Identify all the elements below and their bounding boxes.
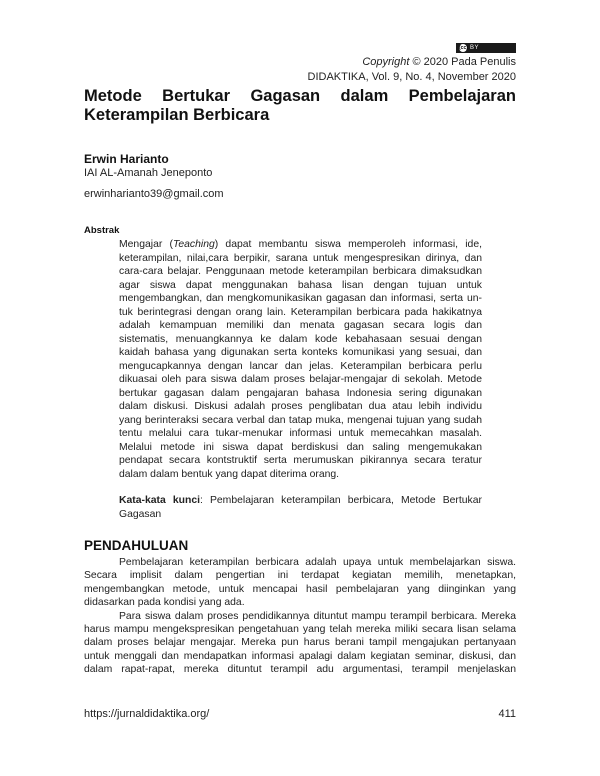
title-word: Pembelajaran bbox=[408, 87, 516, 105]
abstract-line: Melalui metode ini siswa dapat berdiskusi dan saling mengemukakan bbox=[119, 441, 482, 453]
copyright-label: Copyright bbox=[362, 56, 410, 68]
abstract-line: tuk berintegrasi dengan orang lain. Keterampilan berbicara pada hakikatnya bbox=[119, 306, 482, 318]
body-line: Secara implisit dalam pengertian ini terdapat kegiatan memilih, menetapkan, bbox=[84, 570, 516, 582]
title-word: Bertukar bbox=[162, 87, 231, 105]
copyright-line bbox=[362, 56, 516, 68]
body-line: dalam rapat-rapat, mereka dituntut terampil adu argumentasi, terampil menjelaskan bbox=[84, 664, 516, 676]
keywords-text: : Pembelajaran keterampilan berbicara, Metode Bertukar bbox=[200, 495, 482, 506]
paper-title bbox=[84, 87, 516, 125]
section-heading: PENDAHULUAN bbox=[84, 538, 189, 553]
keywords-label: Kata-kata kunci bbox=[119, 495, 200, 506]
abstract-line: agar siswa dapat menggunakan bahasa lisan dengan tujuan untuk bbox=[119, 279, 482, 291]
keywords-line-2: Gagasan bbox=[119, 508, 162, 520]
body-line: Para siswa dalam proses pendidikannya dituntut mampu terampil berbicara. Mereka bbox=[119, 610, 516, 622]
abstract-line: mengembangkan, dan mengkomunikasikan gagasan dan informasi, serta un- bbox=[119, 293, 482, 304]
keywords-line-1 bbox=[119, 494, 482, 508]
abstract-line: Mengajar (Teaching) dapat membantu siswa memperoleh informasi, ide, bbox=[119, 239, 482, 250]
abstract-line: dalam dalam bentuk yang dapat diterima orang. bbox=[119, 468, 340, 480]
abstract-line: dalam diskusi. Diskusi adalah proses penglibatan dua atau lebih individu bbox=[119, 401, 482, 412]
title-line-2: Keterampilan Berbicara bbox=[84, 106, 270, 124]
body-line: harus mampu mengekspresikan pengetahuan yang telah mereka miliki secara lisan selama bbox=[84, 623, 516, 635]
abstract-line: bertukar gagasan dalam pengajaran bahasa Indonesia sering digunakan bbox=[119, 387, 482, 399]
body-line: mengembangkan metode, untuk mencapai hasil pembelajaran yang diinginkan yang bbox=[84, 583, 516, 595]
footer-url[interactable]: https://jurnaldidaktika.org/ bbox=[84, 708, 210, 720]
abstract-line: sistematis, menuangkannya ke dalam kode kebahasaan sesuai dengan bbox=[119, 333, 482, 345]
abstract-line: pendapat secara kontstruktif serta merumuskan pikirannya secara teratur bbox=[119, 455, 482, 466]
abstract-line: keterampilan, nilai,cara berpikir, sarana untuk mengespresikan dirinya, dan bbox=[119, 252, 482, 264]
cc-by-label: BY bbox=[470, 45, 480, 51]
abstract-heading: Abstrak bbox=[84, 225, 120, 236]
title-word: Gagasan bbox=[250, 87, 321, 105]
section-body bbox=[84, 556, 516, 677]
author-email[interactable]: erwinharianto39@gmail.com bbox=[84, 188, 224, 200]
abstract-line: cara-cara belajar. Penggunaan metode keterampilan berbicara dimaksudkan bbox=[119, 266, 482, 277]
journal-info: DIDAKTIKA, Vol. 9, No. 4, November 2020 bbox=[307, 71, 516, 83]
page-number: 411 bbox=[498, 708, 516, 720]
author-name: Erwin Harianto bbox=[84, 152, 169, 166]
keywords bbox=[119, 494, 482, 521]
abstract-italic-term: Teaching bbox=[172, 239, 215, 250]
abstract-line: mengucapkannya dengan lancar dan jelas. Keterampilan berbicara perlu bbox=[119, 360, 482, 372]
abstract-body bbox=[119, 238, 482, 481]
abstract-line: dikuasai oleh para siswa dalam proses belajar-mengajar di sekolah. Metode bbox=[119, 374, 482, 385]
abstract-line: tentu melalui cara tukar-menukar informasi untuk memecahkan masalah. bbox=[119, 428, 482, 439]
abstract-line: kaidah bahasa yang digunakan serta konteks komunikasi yang sesuai, dan bbox=[119, 347, 482, 358]
cc-icon: (cc) bbox=[459, 45, 468, 51]
abstract-line: yang berinteraksi secara verbal dan tatap muka, mengenai tujuan yang sudah bbox=[119, 414, 482, 426]
body-line: dalam proses belajar mengajar. Mereka pun harus berani tampil mengajukan pertanyaan bbox=[84, 637, 516, 649]
copyright-rest: © 2020 Pada Penulis bbox=[412, 56, 516, 68]
author-affiliation: IAI AL-Amanah Jeneponto bbox=[84, 167, 213, 179]
title-line-1 bbox=[84, 87, 516, 106]
body-line: Pembelajaran keterampilan berbicara adalah upaya untuk membelajarkan siswa. bbox=[119, 557, 516, 568]
body-line: untuk menggali dan mendapatkan informasi apalagi dalam kegiatan seminar, diskusi, dan bbox=[84, 650, 516, 662]
title-word: dalam bbox=[340, 87, 389, 105]
cc-license-badge[interactable] bbox=[456, 43, 516, 53]
abstract-line: adalah kemampuan memiliki dan menata gagasan secara logis dan bbox=[119, 320, 482, 331]
body-line: didasarkan pada kondisi yang ada. bbox=[84, 597, 245, 609]
title-word: Metode bbox=[84, 87, 142, 105]
